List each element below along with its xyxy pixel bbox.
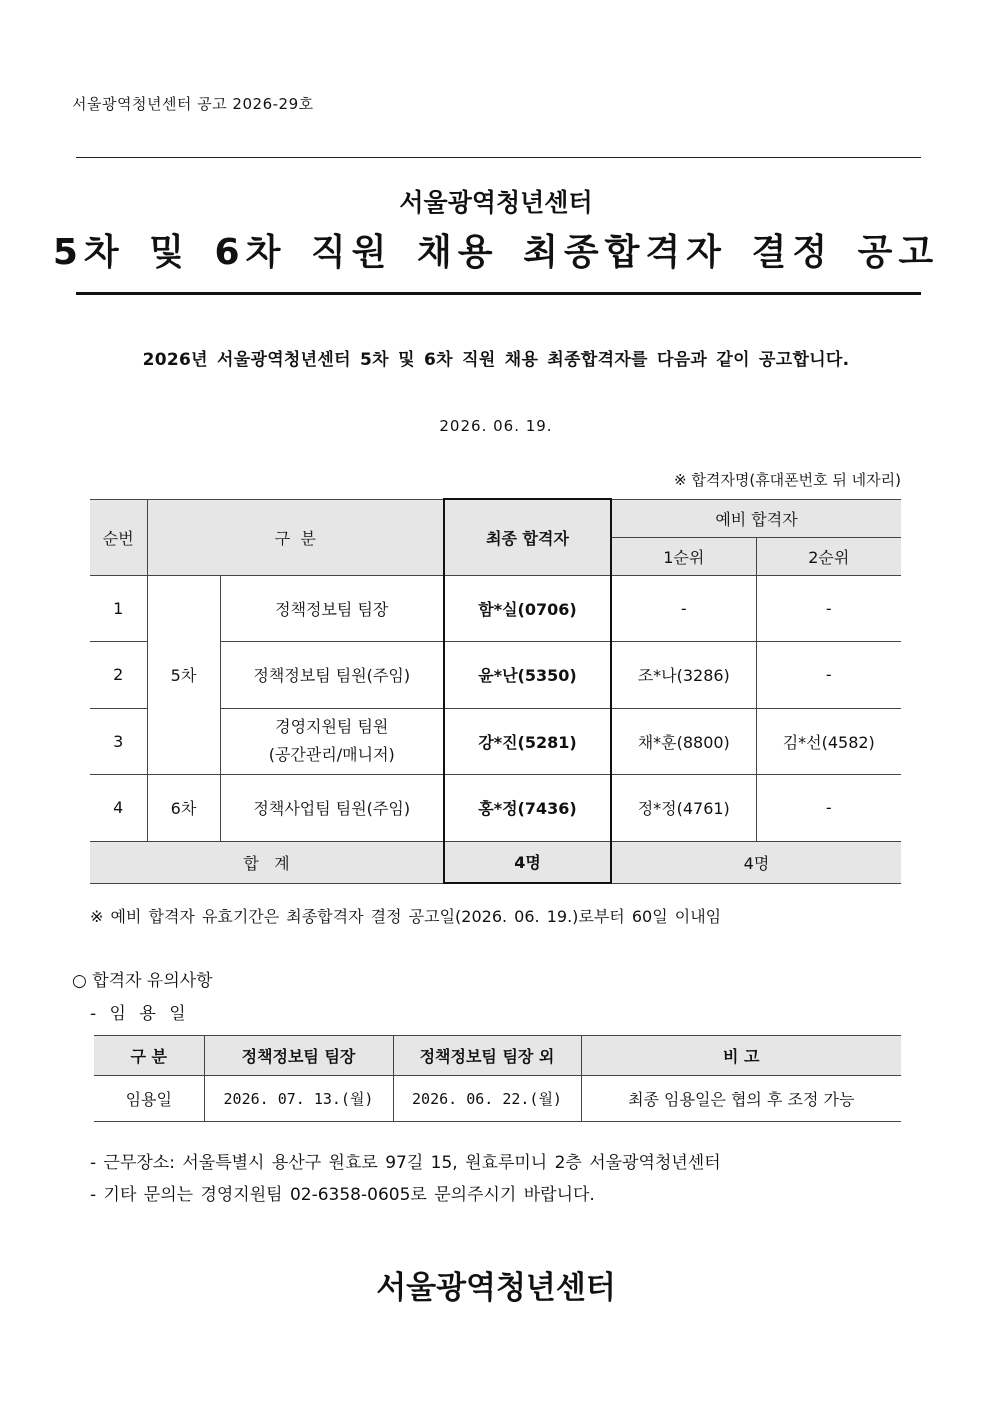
appt-header-remarks: 비 고 [581,1036,901,1076]
row-rank1: - [611,575,756,641]
row-rank2: - [756,641,901,708]
row-position: 정책사업팀 팀원(주임) [220,774,444,841]
row-rank1: 정*정(4761) [611,774,756,841]
organization-title: 서울광역청년센터 [399,188,593,217]
row-rank2: - [756,575,901,641]
appt-header-category: 구 분 [94,1036,204,1076]
header-no: 순번 [90,499,147,575]
appt-row-leader-date: 2026. 07. 13.(월) [204,1076,393,1122]
row-position: 정책정보팀 팀원(주임) [220,641,444,708]
footer-organization: 서울광역청년센터 [376,1270,616,1306]
workplace-text: - 근무장소: 서울특별시 용산구 원효로 97길 15, 원효루미니 2층 서울광역청년센터 [90,1153,721,1173]
title-divider [76,292,921,295]
table-row [94,1076,901,1122]
appointment-table [94,1035,901,1122]
row-final: 홍*정(7436) [444,774,611,841]
row-position [220,708,444,774]
total-reserve: 4명 [611,841,901,883]
row-no: 1 [90,575,147,641]
announcement-date: 2026. 06. 19. [439,417,553,435]
row-no: 4 [90,774,147,841]
table-row [90,575,901,641]
total-row [90,841,901,883]
row-final: 함*실(0706) [444,575,611,641]
header-rank1: 1순위 [611,537,756,575]
appt-row-remarks: 최종 임용일은 협의 후 조정 가능 [581,1076,901,1122]
top-divider [76,157,921,158]
table-row [90,774,901,841]
row-no: 3 [90,708,147,774]
appt-row-label: 임용일 [94,1076,204,1122]
row-rank1: 채*훈(8800) [611,708,756,774]
table-note: ※ 합격자명(휴대폰번호 뒤 네자리) [674,471,901,489]
results-table [90,498,901,884]
reserve-note: ※ 예비 합격자 유효기간은 최종합격자 결정 공고일(2026. 06. 19.)로부터 60일 이내임 [90,907,722,926]
header-category: 구 분 [147,499,444,575]
appt-header-leader: 정책정보팀 팀장 [204,1036,393,1076]
row-rank2: 김*선(4582) [756,708,901,774]
total-label: 합 계 [90,841,444,883]
document-number: 서울광역청년센터 공고 2026-29호 [72,95,314,113]
row-no: 2 [90,641,147,708]
header-rank2: 2순위 [756,537,901,575]
appt-row-others-date: 2026. 06. 22.(월) [393,1076,581,1122]
row-position-line1: 경영지원팀 팀원 [275,717,389,736]
page-title: 5차 및 6차 직원 채용 최종합격자 결정 공고 [52,232,940,273]
row-rank2: - [756,774,901,841]
section-title: ○ 합격자 유의사항 [72,971,213,991]
row-round: 5차 [147,575,220,774]
appt-header-others: 정책정보팀 팀장 외 [393,1036,581,1076]
header-final: 최종 합격자 [444,499,611,575]
header-reserve: 예비 합격자 [611,499,901,537]
contact-text: - 기타 문의는 경영지원팀 02-6358-0605로 문의주시기 바랍니다. [90,1185,595,1205]
row-position: 정책정보팀 팀장 [220,575,444,641]
row-position-line2: (공간관리/매니저) [268,745,395,764]
row-rank1: 조*나(3286) [611,641,756,708]
row-final: 윤*난(5350) [444,641,611,708]
row-round: 6차 [147,774,220,841]
subsection-title: - 임 용 일 [90,1004,190,1024]
intro-text: 2026년 서울광역청년센터 5차 및 6차 직원 채용 최종합격자를 다음과 같이 공고합니다. [142,350,850,370]
total-final: 4명 [444,841,611,883]
row-final: 강*진(5281) [444,708,611,774]
